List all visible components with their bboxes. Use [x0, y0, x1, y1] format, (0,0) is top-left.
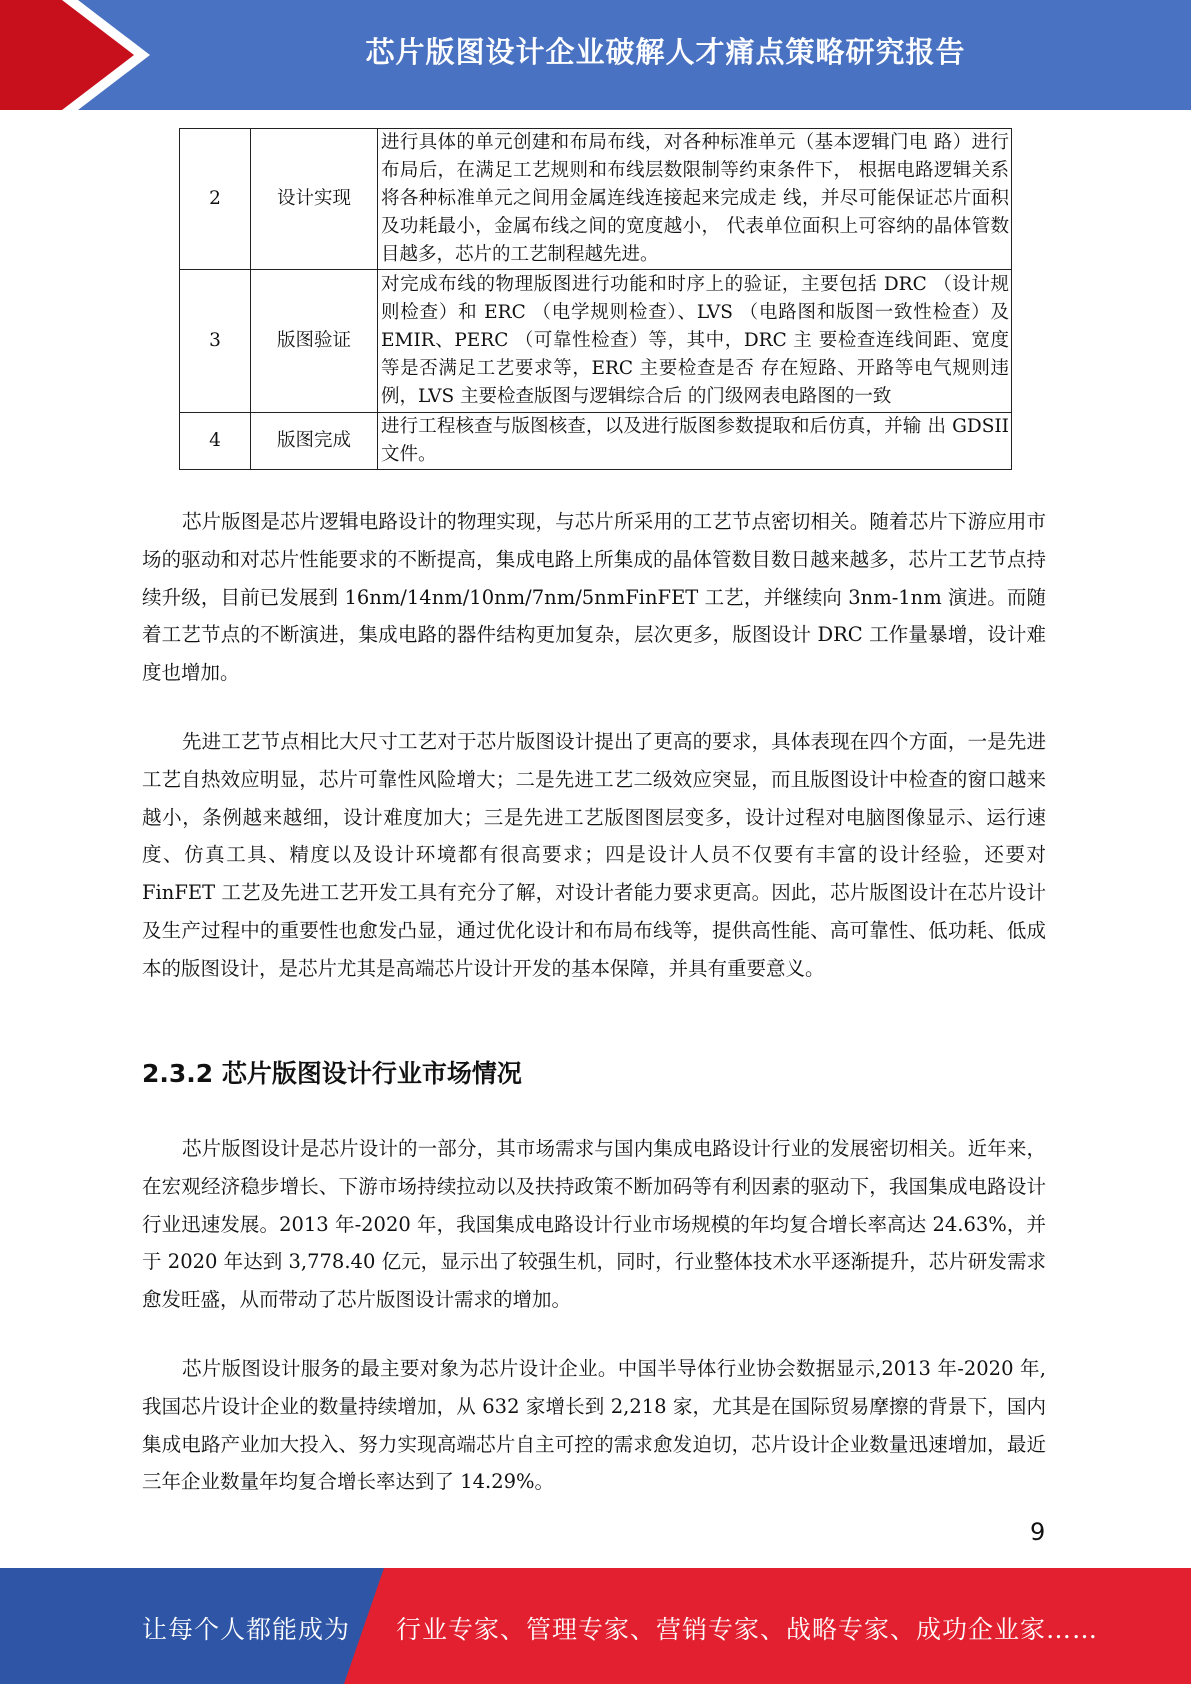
footer-slogan-left: 让每个人都能成为	[142, 1615, 351, 1644]
step-number: 4	[180, 413, 251, 470]
step-stage: 设计实现	[251, 129, 378, 270]
page-footer-band	[0, 1568, 1191, 1684]
table-row	[180, 270, 1012, 413]
table-row	[180, 413, 1012, 470]
step-description: 进行具体的单元创建和布局布线，对各种标准单元（基本逻辑门电 路）进行布局后，在满足工艺规则和布线层数限制等约束条件下， 根据电路逻辑关系将各种标准单元之间用金属连线连接起来完成走 线，并尽可能保证芯片面积及功耗最小，金属布线之间的宽度越小， 代表单位面积上可容纳的晶体管数目越多，芯片的工艺制程越先进。	[378, 129, 1012, 270]
step-description: 对完成布线的物理版图进行功能和时序上的验证，主要包括 DRC （设计规则检查）和 ERC （电学规则检查）、LVS （电路图和版图一致性检查）及 EMIR、PERC （可靠性检查）等，其中，DRC 主 要检查连线间距、宽度等是否满足工艺要求等，ERC 主要检查是否 存在短路、开路等电气规则违例，LVS 主要检查版图与逻辑综合后 的门级网表电路图的一致	[378, 270, 1012, 413]
section-heading: 2.3.2 芯片版图设计行业市场情况	[142, 1059, 522, 1088]
step-number: 2	[180, 129, 251, 270]
page-header-band	[0, 0, 1191, 110]
table-row	[180, 129, 1012, 270]
body-paragraph: 芯片版图设计服务的最主要对象为芯片设计企业。中国半导体行业协会数据显示,2013 年-2020 年,我国芯片设计企业的数量持续增加，从 632 家增长到 2,218 家，尤其是在国际贸易摩擦的背景下，国内集成电路产业加大投入、努力实现高端芯片自主可控的需求愈发迫切，芯片设计企业数量迅速增加，最近三年企业数量年均复合增长率达到了 14.29%。	[142, 1357, 1046, 1494]
step-stage: 版图完成	[251, 413, 378, 470]
body-paragraph: 芯片版图设计是芯片设计的一部分，其市场需求与国内集成电路设计行业的发展密切相关。近年来，在宏观经济稳步增长、下游市场持续拉动以及扶持政策不断加码等有利因素的驱动下，我国集成电路设计行业迅速发展。2013 年-2020 年，我国集成电路设计行业市场规模的年均复合增长率高达 24.63%，并于 2020 年达到 3,778.40 亿元，显示出了较强生机，同时，行业整体技术水平逐渐提升，芯片研发需求愈发旺盛，从而带动了芯片版图设计需求的增加。	[142, 1137, 1046, 1312]
report-title: 芯片版图设计企业破解人才痛点策略研究报告	[365, 35, 966, 69]
body-paragraph: 芯片版图是芯片逻辑电路设计的物理实现，与芯片所采用的工艺节点密切相关。随着芯片下游应用市场的驱动和对芯片性能要求的不断提高，集成电路上所集成的晶体管数目数日越来越多，芯片工艺节点持续升级，目前已发展到 16nm/14nm/10nm/7nm/5nmFinFET 工艺，并继续向 3nm-1nm 演进。而随着工艺节点的不断演进，集成电路的器件结构更加复杂，层次更多，版图设计 DRC 工作量暴增，设计难度也增加。	[142, 510, 1046, 685]
step-stage: 版图验证	[251, 270, 378, 413]
page-number: 9	[1030, 1518, 1046, 1546]
step-number: 3	[180, 270, 251, 413]
footer-slogan-right: 行业专家、管理专家、营销专家、战略专家、成功企业家……	[396, 1615, 1099, 1644]
body-paragraph: 先进工艺节点相比大尺寸工艺对于芯片版图设计提出了更高的要求，具体表现在四个方面，一是先进工艺自热效应明显，芯片可靠性风险增大；二是先进工艺二级效应突显，而且版图设计中检查的窗口越来越小，条例越来越细，设计难度加大；三是先进工艺版图图层变多，设计过程对电脑图像显示、运行速度、仿真工具、精度以及设计环境都有很高要求；四是设计人员不仅要有丰富的设计经验，还要对 FinFET 工艺及先进工艺开发工具有充分了解，对设计者能力要求更高。因此，芯片版图设计在芯片设计及生产过程中的重要性也愈发凸显，通过优化设计和布局布线等，提供高性能、高可靠性、低功耗、低成本的版图设计，是芯片尤其是高端芯片设计开发的基本保障，并具有重要意义。	[142, 730, 1046, 980]
layout-process-table	[179, 128, 1012, 470]
step-description: 进行工程核查与版图核查，以及进行版图参数提取和后仿真，并输 出 GDSII 文件。	[378, 413, 1012, 470]
